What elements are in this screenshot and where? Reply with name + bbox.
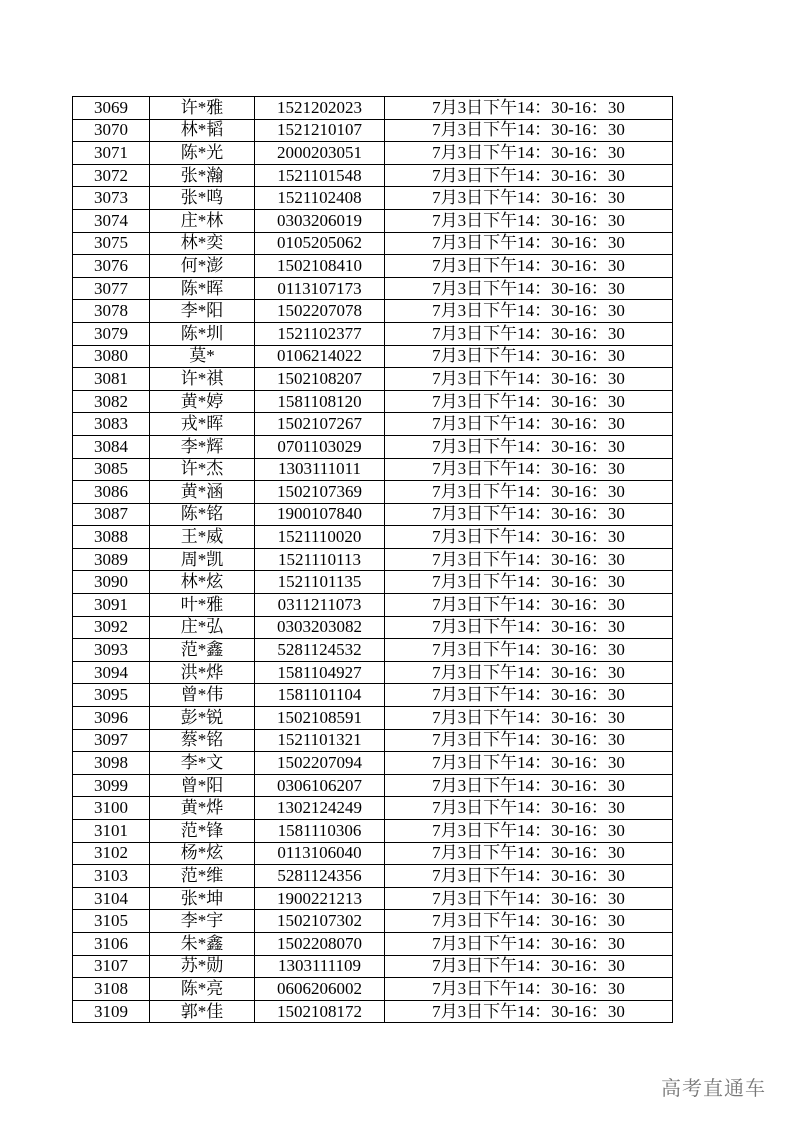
id-number-cell: 0306106207 [255, 774, 385, 797]
table-row [73, 797, 673, 820]
exam-time-cell: 7月3日下午14：30-16：30 [385, 119, 673, 142]
exam-time-cell: 7月3日下午14：30-16：30 [385, 187, 673, 210]
name-cell: 李*辉 [150, 435, 255, 458]
id-number-cell: 0113106040 [255, 842, 385, 865]
name-cell: 王*威 [150, 526, 255, 549]
exam-time-cell: 7月3日下午14：30-16：30 [385, 164, 673, 187]
table-row [73, 300, 673, 323]
table-row [73, 729, 673, 752]
row-number-cell: 3101 [73, 820, 150, 843]
exam-time-cell: 7月3日下午14：30-16：30 [385, 752, 673, 775]
table-row [73, 661, 673, 684]
name-cell: 陈*铭 [150, 503, 255, 526]
name-cell: 张*坤 [150, 887, 255, 910]
exam-time-cell: 7月3日下午14：30-16：30 [385, 413, 673, 436]
id-number-cell: 1502107369 [255, 481, 385, 504]
exam-time-cell: 7月3日下午14：30-16：30 [385, 503, 673, 526]
id-number-cell: 1521101135 [255, 571, 385, 594]
exam-time-cell: 7月3日下午14：30-16：30 [385, 232, 673, 255]
table-row [73, 820, 673, 843]
id-number-cell: 1502208070 [255, 932, 385, 955]
row-number-cell: 3070 [73, 119, 150, 142]
row-number-cell: 3086 [73, 481, 150, 504]
exam-time-cell: 7月3日下午14：30-16：30 [385, 865, 673, 888]
name-cell: 许*雅 [150, 97, 255, 120]
id-number-cell: 1502107267 [255, 413, 385, 436]
id-number-cell: 1581110306 [255, 820, 385, 843]
id-number-cell: 1581101104 [255, 684, 385, 707]
id-number-cell: 1521110113 [255, 548, 385, 571]
row-number-cell: 3097 [73, 729, 150, 752]
id-number-cell: 1521210107 [255, 119, 385, 142]
table-row [73, 707, 673, 730]
table-row [73, 368, 673, 391]
exam-time-cell: 7月3日下午14：30-16：30 [385, 820, 673, 843]
exam-time-cell: 7月3日下午14：30-16：30 [385, 729, 673, 752]
row-number-cell: 3075 [73, 232, 150, 255]
id-number-cell: 0311211073 [255, 594, 385, 617]
row-number-cell: 3089 [73, 548, 150, 571]
exam-time-cell: 7月3日下午14：30-16：30 [385, 300, 673, 323]
id-number-cell: 1521110020 [255, 526, 385, 549]
row-number-cell: 3085 [73, 458, 150, 481]
id-number-cell: 0606206002 [255, 978, 385, 1001]
exam-time-cell: 7月3日下午14：30-16：30 [385, 639, 673, 662]
exam-time-cell: 7月3日下午14：30-16：30 [385, 774, 673, 797]
table-row [73, 910, 673, 933]
id-number-cell: 1502108591 [255, 707, 385, 730]
row-number-cell: 3102 [73, 842, 150, 865]
table-row [73, 1000, 673, 1023]
id-number-cell: 5281124532 [255, 639, 385, 662]
table-row [73, 548, 673, 571]
table-row [73, 322, 673, 345]
table-row [73, 503, 673, 526]
row-number-cell: 3109 [73, 1000, 150, 1023]
name-cell: 范*维 [150, 865, 255, 888]
id-number-cell: 1502108410 [255, 255, 385, 278]
row-number-cell: 3082 [73, 390, 150, 413]
table-row [73, 684, 673, 707]
table-row [73, 526, 673, 549]
exam-time-cell: 7月3日下午14：30-16：30 [385, 390, 673, 413]
name-cell: 许*祺 [150, 368, 255, 391]
id-number-cell: 0701103029 [255, 435, 385, 458]
table-row [73, 413, 673, 436]
row-number-cell: 3108 [73, 978, 150, 1001]
exam-time-cell: 7月3日下午14：30-16：30 [385, 842, 673, 865]
table-row [73, 842, 673, 865]
table-row [73, 932, 673, 955]
row-number-cell: 3104 [73, 887, 150, 910]
exam-time-cell: 7月3日下午14：30-16：30 [385, 571, 673, 594]
table-row [73, 187, 673, 210]
table-row [73, 255, 673, 278]
table-row [73, 142, 673, 165]
exam-time-cell: 7月3日下午14：30-16：30 [385, 435, 673, 458]
table-row [73, 774, 673, 797]
id-number-cell: 1502108172 [255, 1000, 385, 1023]
row-number-cell: 3074 [73, 209, 150, 232]
row-number-cell: 3072 [73, 164, 150, 187]
name-cell: 林*炫 [150, 571, 255, 594]
id-number-cell: 1521101321 [255, 729, 385, 752]
name-cell: 戎*晖 [150, 413, 255, 436]
name-cell: 张*鸣 [150, 187, 255, 210]
row-number-cell: 3076 [73, 255, 150, 278]
row-number-cell: 3078 [73, 300, 150, 323]
name-cell: 郭*佳 [150, 1000, 255, 1023]
row-number-cell: 3081 [73, 368, 150, 391]
table-row [73, 639, 673, 662]
exam-time-cell: 7月3日下午14：30-16：30 [385, 955, 673, 978]
row-number-cell: 3100 [73, 797, 150, 820]
row-number-cell: 3107 [73, 955, 150, 978]
exam-time-cell: 7月3日下午14：30-16：30 [385, 978, 673, 1001]
row-number-cell: 3090 [73, 571, 150, 594]
name-cell: 黄*烨 [150, 797, 255, 820]
name-cell: 何*澎 [150, 255, 255, 278]
row-number-cell: 3080 [73, 345, 150, 368]
exam-time-cell: 7月3日下午14：30-16：30 [385, 142, 673, 165]
id-number-cell: 1900221213 [255, 887, 385, 910]
table-row [73, 978, 673, 1001]
watermark-text: 高考直通车 [661, 1076, 766, 1100]
row-number-cell: 3106 [73, 932, 150, 955]
name-cell: 曾*阳 [150, 774, 255, 797]
id-number-cell: 1521102377 [255, 322, 385, 345]
exam-time-cell: 7月3日下午14：30-16：30 [385, 322, 673, 345]
id-number-cell: 1302124249 [255, 797, 385, 820]
id-number-cell: 2000203051 [255, 142, 385, 165]
exam-time-cell: 7月3日下午14：30-16：30 [385, 887, 673, 910]
exam-time-cell: 7月3日下午14：30-16：30 [385, 97, 673, 120]
name-cell: 叶*雅 [150, 594, 255, 617]
id-number-cell: 5281124356 [255, 865, 385, 888]
table-row [73, 481, 673, 504]
table-row [73, 435, 673, 458]
row-number-cell: 3071 [73, 142, 150, 165]
id-number-cell: 1581108120 [255, 390, 385, 413]
row-number-cell: 3092 [73, 616, 150, 639]
row-number-cell: 3095 [73, 684, 150, 707]
table-row [73, 571, 673, 594]
id-number-cell: 0303203082 [255, 616, 385, 639]
name-cell: 苏*勋 [150, 955, 255, 978]
name-cell: 张*瀚 [150, 164, 255, 187]
name-cell: 范*锋 [150, 820, 255, 843]
table-row [73, 209, 673, 232]
exam-time-cell: 7月3日下午14：30-16：30 [385, 345, 673, 368]
row-number-cell: 3069 [73, 97, 150, 120]
name-cell: 林*韬 [150, 119, 255, 142]
row-number-cell: 3096 [73, 707, 150, 730]
exam-time-cell: 7月3日下午14：30-16：30 [385, 684, 673, 707]
id-number-cell: 1502108207 [255, 368, 385, 391]
row-number-cell: 3073 [73, 187, 150, 210]
row-number-cell: 3093 [73, 639, 150, 662]
row-number-cell: 3077 [73, 277, 150, 300]
name-cell: 朱*鑫 [150, 932, 255, 955]
name-cell: 彭*锐 [150, 707, 255, 730]
id-number-cell: 0106214022 [255, 345, 385, 368]
row-number-cell: 3079 [73, 322, 150, 345]
exam-time-cell: 7月3日下午14：30-16：30 [385, 1000, 673, 1023]
name-cell: 许*杰 [150, 458, 255, 481]
table-row [73, 119, 673, 142]
table-row [73, 390, 673, 413]
name-cell: 陈*圳 [150, 322, 255, 345]
name-cell: 曾*伟 [150, 684, 255, 707]
row-number-cell: 3094 [73, 661, 150, 684]
roster-table-body [73, 97, 673, 1023]
exam-time-cell: 7月3日下午14：30-16：30 [385, 368, 673, 391]
row-number-cell: 3091 [73, 594, 150, 617]
id-number-cell: 1303111011 [255, 458, 385, 481]
exam-time-cell: 7月3日下午14：30-16：30 [385, 707, 673, 730]
name-cell: 林*奕 [150, 232, 255, 255]
table-row [73, 277, 673, 300]
roster-table [72, 96, 673, 1023]
exam-time-cell: 7月3日下午14：30-16：30 [385, 932, 673, 955]
id-number-cell: 0113107173 [255, 277, 385, 300]
row-number-cell: 3083 [73, 413, 150, 436]
exam-time-cell: 7月3日下午14：30-16：30 [385, 209, 673, 232]
id-number-cell: 1521202023 [255, 97, 385, 120]
name-cell: 杨*炫 [150, 842, 255, 865]
name-cell: 庄*林 [150, 209, 255, 232]
name-cell: 周*凯 [150, 548, 255, 571]
table-row [73, 887, 673, 910]
id-number-cell: 1303111109 [255, 955, 385, 978]
table-row [73, 232, 673, 255]
exam-time-cell: 7月3日下午14：30-16：30 [385, 910, 673, 933]
name-cell: 李*宇 [150, 910, 255, 933]
exam-time-cell: 7月3日下午14：30-16：30 [385, 458, 673, 481]
name-cell: 陈*亮 [150, 978, 255, 1001]
table-row [73, 752, 673, 775]
row-number-cell: 3099 [73, 774, 150, 797]
exam-time-cell: 7月3日下午14：30-16：30 [385, 548, 673, 571]
row-number-cell: 3087 [73, 503, 150, 526]
table-row [73, 865, 673, 888]
table-row [73, 97, 673, 120]
id-number-cell: 1521101548 [255, 164, 385, 187]
row-number-cell: 3098 [73, 752, 150, 775]
exam-time-cell: 7月3日下午14：30-16：30 [385, 481, 673, 504]
name-cell: 范*鑫 [150, 639, 255, 662]
exam-time-cell: 7月3日下午14：30-16：30 [385, 277, 673, 300]
row-number-cell: 3103 [73, 865, 150, 888]
exam-time-cell: 7月3日下午14：30-16：30 [385, 661, 673, 684]
exam-time-cell: 7月3日下午14：30-16：30 [385, 526, 673, 549]
id-number-cell: 0303206019 [255, 209, 385, 232]
id-number-cell: 1521102408 [255, 187, 385, 210]
name-cell: 庄*弘 [150, 616, 255, 639]
exam-time-cell: 7月3日下午14：30-16：30 [385, 797, 673, 820]
id-number-cell: 0105205062 [255, 232, 385, 255]
row-number-cell: 3084 [73, 435, 150, 458]
name-cell: 黄*婷 [150, 390, 255, 413]
name-cell: 陈*光 [150, 142, 255, 165]
name-cell: 洪*烨 [150, 661, 255, 684]
exam-time-cell: 7月3日下午14：30-16：30 [385, 255, 673, 278]
table-row [73, 164, 673, 187]
name-cell: 莫* [150, 345, 255, 368]
table-row [73, 594, 673, 617]
row-number-cell: 3088 [73, 526, 150, 549]
id-number-cell: 1502107302 [255, 910, 385, 933]
name-cell: 李*文 [150, 752, 255, 775]
id-number-cell: 1502207094 [255, 752, 385, 775]
id-number-cell: 1581104927 [255, 661, 385, 684]
name-cell: 李*阳 [150, 300, 255, 323]
table-row [73, 955, 673, 978]
name-cell: 陈*晖 [150, 277, 255, 300]
exam-time-cell: 7月3日下午14：30-16：30 [385, 594, 673, 617]
table-row [73, 345, 673, 368]
name-cell: 黄*涵 [150, 481, 255, 504]
id-number-cell: 1502207078 [255, 300, 385, 323]
exam-time-cell: 7月3日下午14：30-16：30 [385, 616, 673, 639]
row-number-cell: 3105 [73, 910, 150, 933]
table-row [73, 458, 673, 481]
table-row [73, 616, 673, 639]
id-number-cell: 1900107840 [255, 503, 385, 526]
name-cell: 蔡*铭 [150, 729, 255, 752]
